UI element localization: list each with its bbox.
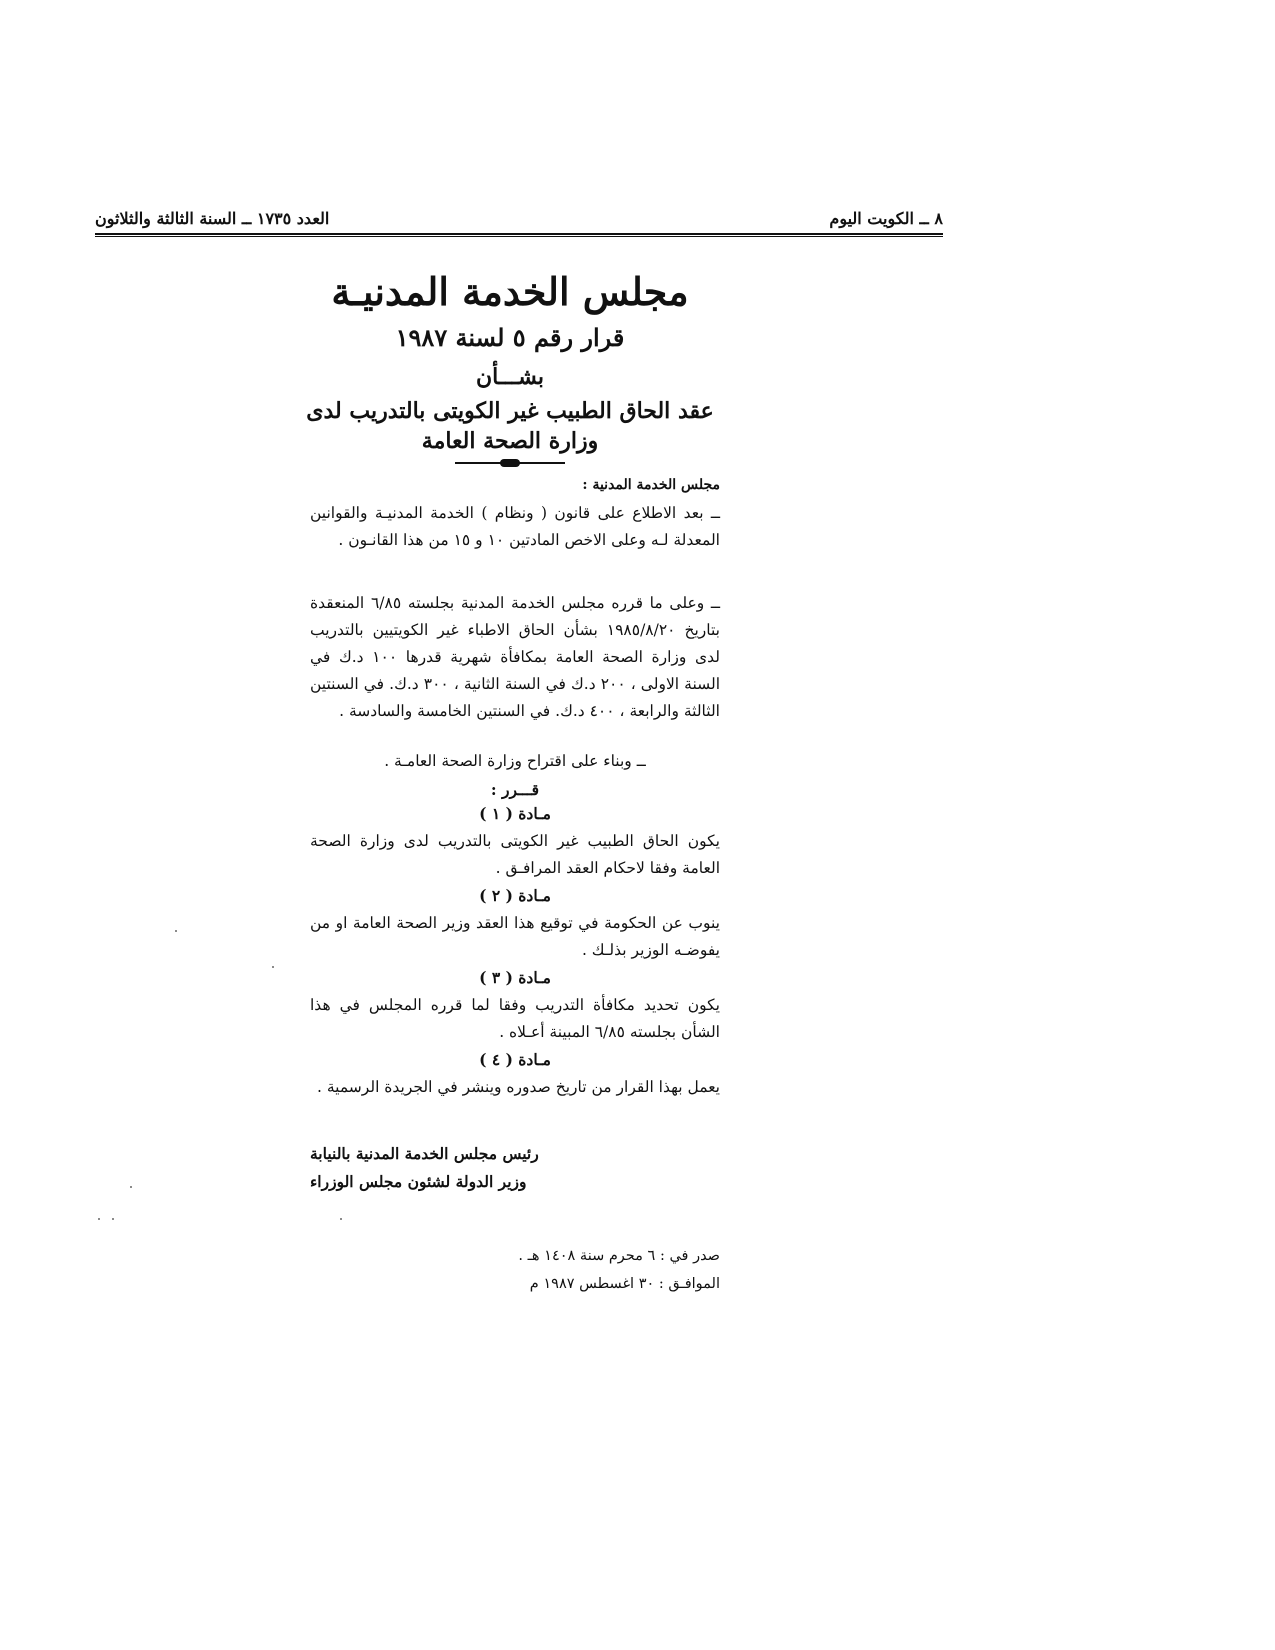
subject-line-2: وزارة الصحة العامة (421, 428, 599, 454)
article-1-text: يكون الحاق الطبيب غير الكويتى بالتدريب لدى وزارة الصحة العامة وفقا لاحكام العقد المرافـق . (310, 832, 720, 877)
article-2-heading: مـادة ( ٢ ) (479, 886, 551, 905)
signature-line-2: وزير الدولة لشئون مجلس الوزراء (310, 1172, 527, 1191)
council-title: مجلس الخدمة المدنيـة (331, 269, 689, 314)
signature-block (310, 1140, 720, 1196)
hijri-date: صدر في : ٦ محرم سنة ١٤٠٨ هـ . (518, 1248, 720, 1264)
preamble-paragraph-1: ــ بعد الاطلاع على قانون ( ونظام ) الخدمة المدنيـة والقوانين المعدلة لـه وعلى الاخص المادتين ١٠ و ١٥ من هذا القانـون . (310, 504, 720, 549)
preamble-paragraph-3: ــ وبناء على اقتراح وزارة الصحة العامـة . (384, 752, 646, 770)
issue-dates (480, 1242, 720, 1298)
scan-speck (340, 1218, 342, 1220)
ornament-divider (455, 462, 565, 464)
article-3-text: يكون تحديد مكافأة التدريب وفقا لما قرره المجلس في هذا الشأن بجلسته ٦/٨٥ المبينة أعـلاه . (310, 996, 720, 1041)
running-header (95, 206, 943, 230)
gregorian-date: الموافـق : ٣٠ اغسطس ١٩٨٧ م (529, 1276, 720, 1292)
scan-speck (98, 1218, 100, 1220)
scan-speck (175, 930, 177, 932)
preamble-heading: مجلس الخدمة المدنية : (582, 477, 720, 493)
decided-heading: قـــرر : (490, 780, 540, 799)
header-rule (95, 233, 943, 237)
preamble-paragraph-2: ــ وعلى ما قرره مجلس الخدمة المدنية بجلسته ٦/٨٥ المنعقدة بتاريخ ١٩٨٥/٨/٢٠ بشأن الحاق الاطباء غير الكويتيين بالتدريب لدى وزارة الصحة العامة بمكافأة شهرية قدرها ١٠٠ د.ك في السنة الاولى ، ٢٠٠ د.ك في السنة الثانية ، ٣٠٠ د.ك. في السنتين الثالثة والرابعة ، ٤٠٠ د.ك. في السنتين الخامسة والسادسة . (310, 594, 721, 720)
subject-line-1: عقد الحاق الطبيب غير الكويتى بالتدريب لدى (306, 398, 714, 424)
article-3-heading: مـادة ( ٣ ) (479, 968, 551, 987)
decision-subject (300, 396, 720, 456)
article-4-text: يعمل بهذا القرار من تاريخ صدوره وينشر في الجريدة الرسمية . (317, 1078, 720, 1096)
header-page-publication: ٨ ــ الكويت اليوم (829, 208, 943, 228)
scan-speck (112, 1218, 114, 1220)
article-2-text: ينوب عن الحكومة في توقيع هذا العقد وزير الصحة العامة او من يفوضـه الوزير بذلـك . (310, 914, 720, 959)
decision-number: قرار رقم ٥ لسنة ١٩٨٧ (395, 323, 625, 352)
scan-speck (272, 966, 274, 968)
regarding-label: بشـــأن (476, 364, 544, 390)
signature-line-1: رئيس مجلس الخدمة المدنية بالنيابة (310, 1144, 539, 1163)
article-1-heading: مـادة ( ١ ) (479, 804, 551, 823)
scan-speck (130, 1186, 132, 1188)
article-4-heading: مـادة ( ٤ ) (479, 1050, 551, 1069)
header-issue-year: العدد ١٧٣٥ ــ السنة الثالثة والثلاثون (95, 208, 330, 228)
